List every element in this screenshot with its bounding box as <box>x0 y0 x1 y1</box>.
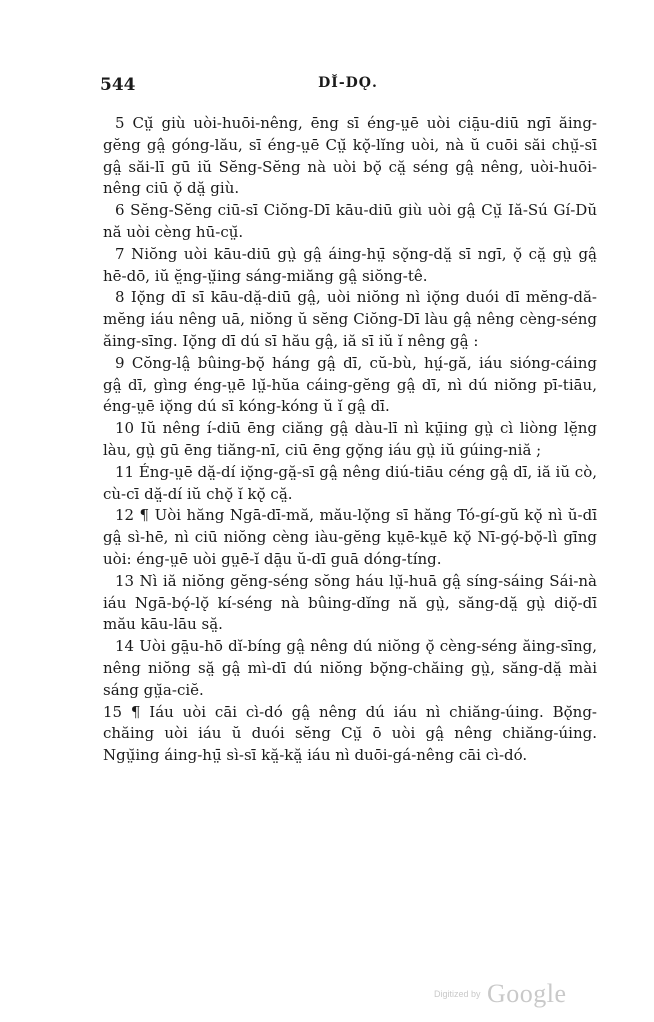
page-header <box>100 75 596 99</box>
verse-15: 15 ¶ Iáu uòi cāi cì-dó gâ̤ nêng dú iáu nì chiăng-úing. Bǫ̆ng-chăing uòi iáu ŭ duói sĕng Cṳ̆ ō uòi gâ̤ nêng chiăng-úing. Ngṳ̆ing áing-hṳ̄ sì-sī kă̤-kă̤ iáu nì duōi-gá-nêng cāi cì-dó. <box>103 702 597 765</box>
verse-7: 7 Niŏng uòi kāu-diū gṳ̀ gâ̤ áing-hṳ̄ sǫ̆ng-dă̤ sī ngī, ǫ̆ că̤ gṳ̀ gâ̤ hē-dō, iŭ ĕ̤ng-ṳ̆ing sáng-miăng gâ̤ siŏng-tê. <box>103 244 597 285</box>
running-head: DĬ-DǪ. <box>318 75 378 91</box>
google-logo: Google <box>486 979 567 1008</box>
watermark-caption: Digitized by <box>434 989 481 999</box>
page-number: 544 <box>100 75 136 95</box>
verse-11: 11 Éng-ṳē dă̤-dí iǫ̆ng-gă̤-sī gâ̤ nêng diú-tiāu céng gâ̤ dī, iă iŭ cò, cù-cī dă̤-dí iŭ chǫ̆ ĭ kǫ̆ că̤. <box>103 462 597 503</box>
digitized-watermark <box>434 979 567 1009</box>
chapter-text <box>103 113 597 767</box>
verse-13: 13 Nì iă niŏng gĕng-séng sŏng háu lṳ̆-huā gâ̤ síng-sáing Sái-nà iáu Ngā-bǫ́-lǫ̆ kí-séng nà bûing-dĭng nă gṳ̀, săng-dă̤ gṳ̀ diǫ̆-dī mău kāu-lāu să̤. <box>103 571 597 634</box>
verse-5: 5 Cṳ̆ giù uòi-huōi-nêng, ēng sī éng-ṳē uòi ciā̤u-diū ngī ăing-gĕng gâ̤ góng-lău, sī éng-ṳē Cṳ̆ kǫ̆-lĭng uòi, nà ŭ cuōi săi chṳ̆-sī gâ̤ săi-lī gū iŭ Sĕng-Sĕng nà uòi bǫ̆ că̤ séng gâ̤ nêng, uòi-huōi-nêng ciū ǫ̆ dă̤ giù. <box>103 114 597 198</box>
verse-9: 9 Cŏng-lâ̤ bûing-bǫ̆ háng gâ̤ dī, cŭ-bù, hṳ́-gă, iáu sióng-cáing gâ̤ dī, gìng éng-ṳē lṳ̆-hŭa cáing-gĕng gâ̤ dī, nì dú niŏng pī-tiāu, éng-ṳē iǫ̆ng dú sī kóng-kóng ŭ ĭ gâ̤ dī. <box>103 353 597 416</box>
verse-10: 10 Iŭ nêng í-diū ēng ciăng gâ̤ dàu-lī nì kṳ̄ing gṳ̀ cì liòng lĕ̤ng làu, gṳ̀ gū ēng tiăng-nī, ciū ēng gǫ̆ng iáu gṳ̀ iŭ gúing-niă ; <box>103 419 597 459</box>
verse-12: 12 ¶ Uòi hăng Ngā-dī-mă, mău-lǫ̆ng sī hăng Tó-gí-gŭ kǫ̆ nì ŭ-dī gâ̤ sì-hē, nì ciū niŏng cèng iàu-gĕng kṳē-kṳē kǫ̆ Nī-gǫ́-bǫ̆-lì gīng uòi: éng-ṳē uòi gṳē-ĭ dā̤u ŭ-dī guā dóng-tíng. <box>103 506 597 568</box>
verse-14: 14 Uòi gā̤u-hō dĭ-bíng gâ̤ nêng dú niŏng ǫ̆ cèng-séng ăing-sīng, nêng niŏng să̤ gâ̤ mì-dī dú niŏng bǫ̆ng-chăing gṳ̀, săng-dă̤ mài sáng gṳ̆a-ciĕ. <box>103 637 597 699</box>
verse-6: 6 Sĕng-Sĕng ciū-sī Ciŏng-Dī kāu-diū giù uòi gâ̤ Cṳ̆ Iă-Sú Gí-Dŭ nă uòi cèng hū-cṳ̆. <box>103 201 597 241</box>
verse-8: 8 Iǫ̆ng dī sī kāu-dă̤-diū gâ̤, uòi niŏng nì iǫ̆ng duói dī mĕng-dă-mĕng iáu nêng uā, niŏng ŭ sĕng Ciŏng-Dī làu gâ̤ nêng cèng-séng ăing-sīng. Iǫ̆ng dī dú sī hău gâ̤, iă sī iŭ ĭ nêng gâ̤ : <box>103 288 597 350</box>
